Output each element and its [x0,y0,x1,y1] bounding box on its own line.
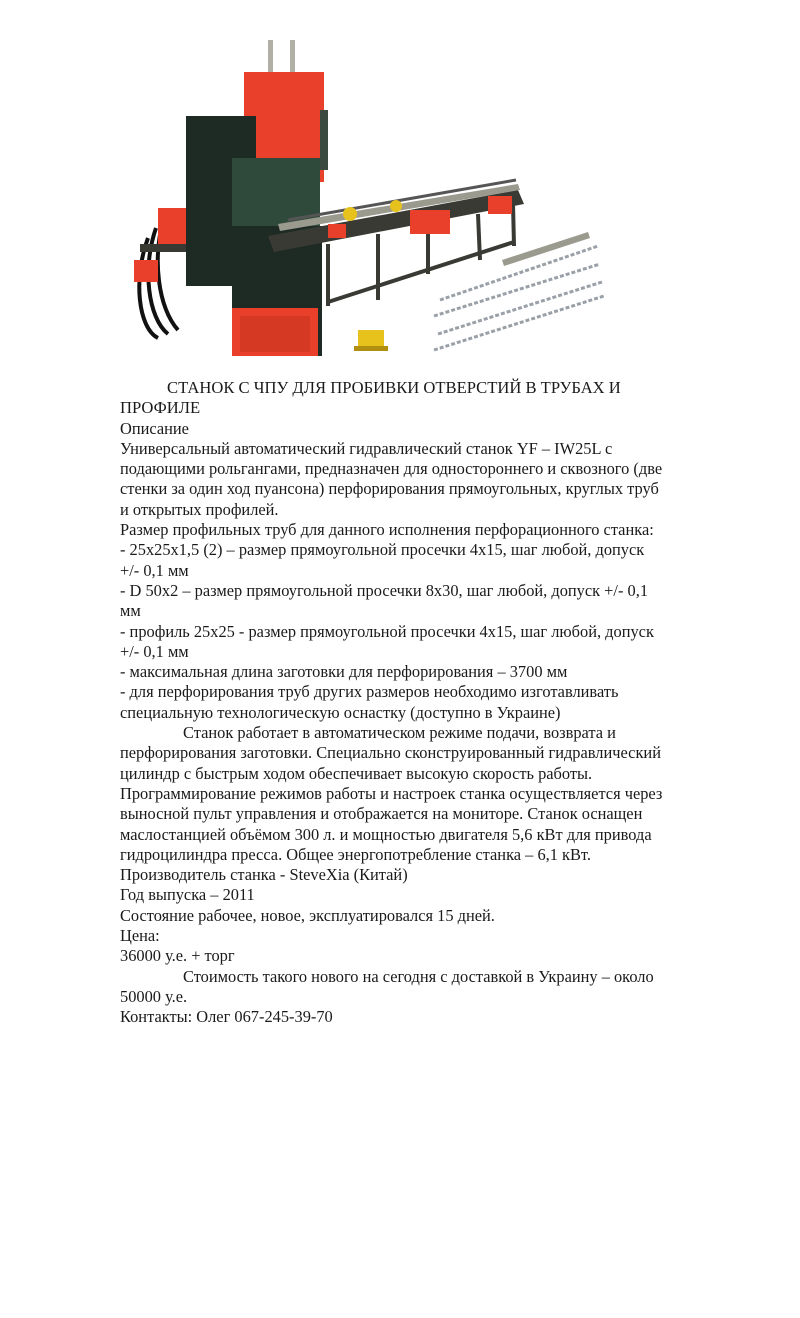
size-line: +/- 0,1 мм [120,560,189,580]
document-title-line: СТАНОК С ЧПУ ДЛЯ ПРОБИВКИ ОТВЕРСТИЙ В ТРУБАХ И [167,378,621,397]
description-line: и открытых профилей. [120,499,279,519]
price-label: Цена: [120,926,160,946]
base-shade [240,316,310,352]
contacts: Контакты: Олег 067-245-39-70 [120,1007,333,1027]
price: 36000 у.е. + торг [120,946,235,966]
left-red-block [158,208,186,248]
size-line: +/- 0,1 мм [120,641,189,661]
description-line: стенки за один ход пуансона) перфорирования прямоугольных, круглых труб [120,479,659,499]
operation-line: Программирование режимов работы и настроек станка осуществляется через [120,783,663,803]
size-line: - D 50x2 – размер прямоугольной просечки 8x30, шаг любой, допуск +/- 0,1 [120,580,649,600]
document-body [120,378,740,1028]
left-frame [140,244,186,252]
left-red-block-2 [134,260,158,282]
section-label: Описание [120,418,189,438]
yellow-chuck [343,207,357,221]
yellow-pump [358,330,384,348]
yellow-pump-base [354,346,388,351]
yellow-chuck-2 [390,200,402,212]
operation-line: маслостанцией объёмом 300 л. и мощностью двигателя 5,6 кВт для привода [120,824,652,844]
operation-line: выносной пульт управления и отображается на мониторе. Станок оснащен [120,804,643,824]
operation-line: Станок работает в автоматическом режиме подачи, возврата и [183,723,616,743]
feeder-clamp-1 [410,210,450,234]
size-line: мм [120,601,141,621]
manufacturer: Производитель станка - SteveXia (Китай) [120,865,408,885]
year: Год выпуска – 2011 [120,885,255,905]
machine-photo [128,38,610,363]
size-line: специальную технологическую оснастку (доступно в Украине) [120,702,561,722]
operation-line: гидроцилиндра пресса. Общее энергопотребление станка – 6,1 кВт. [120,844,591,864]
condition: Состояние рабочее, новое, эксплуатировался 15 дней. [120,905,495,925]
document-title-line: ПРОФИЛЕ [120,398,201,418]
new-cost-line: 50000 у.е. [120,986,188,1006]
feeder-clamp-3 [328,224,346,238]
new-cost-line: Стоимость такого нового на сегодня с доставкой в Украину – около [183,966,654,986]
description-line: подающими рольгангами, предназначен для одностороннего и сквозного (две [120,459,663,479]
size-line: - для перфорирования труб других размеров необходимо изготавливать [120,682,619,702]
size-line: - максимальная длина заготовки для перфорирования – 3700 мм [120,662,568,682]
size-line: - 25x25x1,5 (2) – размер прямоугольной просечки 4x15, шаг любой, допуск [120,540,645,560]
sizes-heading: Размер профильных труб для данного исполнения перфорационного станка: [120,520,654,540]
description-line: Универсальный автоматический гидравлический станок YF – IW25L с [120,438,613,458]
operation-line: цилиндр с быстрым ходом обеспечивает высокую скорость работы. [120,763,593,783]
feeder-clamp-2 [488,196,512,214]
control-panel [320,110,328,170]
size-line: - профиль 25x25 - размер прямоугольной просечки 4x15, шаг любой, допуск [120,621,654,641]
operation-line: перфорирования заготовки. Специально сконструированный гидравлический [120,743,661,763]
